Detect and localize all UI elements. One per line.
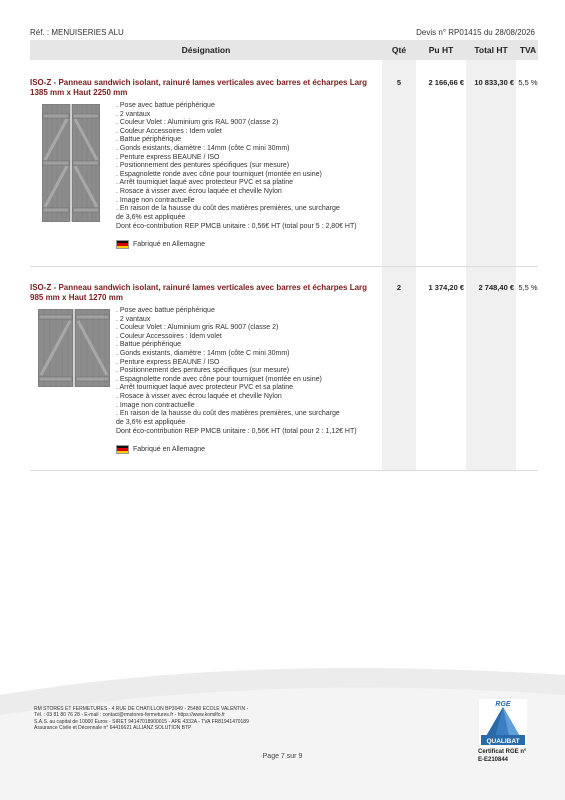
made-in-germany [116, 445, 205, 454]
detail-line: . Battue périphérique [116, 136, 181, 144]
detail-line: . Couleur Volet : Aluminium gris RAL 9007 (classe 2) [116, 119, 279, 127]
qualibat-logo [477, 699, 529, 747]
detail-line: . Image non contractuelle [116, 196, 195, 204]
detail-line: . Rosace à visser avec écrou laquée et cheville Nylon [116, 392, 282, 400]
item-total: 10 833,30 € [474, 78, 514, 87]
table-header [30, 40, 538, 60]
detail-line: . Pose avec battue périphérique [116, 102, 215, 109]
item-title: ISO-Z - Panneau sandwich isolant, rainuré lames verticales avec barres et écharpes Larg 985 mm x Haut 1270 mm [30, 283, 368, 302]
col-tva: TVA [519, 45, 537, 55]
logo-rge-text: RGE [495, 701, 511, 708]
detail-line: . Espagnolette ronde avec cône pour tourniquet (montée en usine) [116, 375, 322, 383]
detail-continuation: de 3,6% est appliquée [116, 419, 186, 426]
table-row [30, 78, 538, 258]
made-in-germany [116, 240, 205, 249]
shutter-image [38, 309, 110, 387]
detail-line: . Couleur Accessoires : Idem volet [116, 127, 222, 135]
detail-line: . Couleur Accessoires : Idem volet [116, 332, 222, 340]
row-divider [30, 470, 538, 471]
company-address: RM STORES ET FERMETURES - 4 RUE DE CHATILLON BP3049 - 25480 ECOLE VALENTIN - [34, 706, 249, 712]
detail-line: . Gonds existants, diamètre : 14mm (côte C mini 30mm) [116, 349, 290, 357]
item-unit-price: 2 166,66 € [428, 78, 464, 87]
item-qty: 5 [396, 78, 402, 87]
certificate-info [478, 749, 526, 764]
item-qty: 2 [396, 283, 402, 292]
detail-continuation: de 3,6% est appliquée [116, 214, 186, 221]
devis-number: Devis n° RP01415 du 28/08/2026 [416, 28, 535, 37]
detail-line: . Couleur Volet : Aluminium gris RAL 9007 (classe 2) [116, 324, 279, 332]
item-total: 2 748,40 € [478, 283, 514, 292]
item-title: ISO-Z - Panneau sandwich isolant, rainuré lames verticales avec barres et écharpes Larg 1385 mm x Haut 2250 mm [30, 78, 368, 97]
company-legal: S.A.S. au capital de 10000 Euros - SIRET 94147018900015 - APE 4332A - TVA FR81941470189 [34, 718, 249, 725]
col-designation: Désignation [181, 45, 231, 55]
detail-line: . Gonds existants, diamètre : 14mm (côte C mini 30mm) [116, 144, 290, 152]
item-tva: 5,5 % [518, 283, 538, 292]
detail-line: . Image non contractuelle [116, 401, 195, 409]
certificate-number: E-E210844 [478, 756, 509, 763]
detail-line: . Battue périphérique [116, 341, 181, 349]
company-insurance: Assurance Civile et Décennale n° 64416621 ALLIANZ SOLUTION BTP [34, 724, 192, 731]
detail-line: . Positionnement des pentures spécifiques (sur mesure) [116, 162, 290, 170]
item-tva: 5,5 % [518, 78, 538, 87]
detail-line: . En raison de la hausse du coût des matières premières, une surcharge [116, 205, 340, 213]
col-unit-price: Pu HT [428, 45, 454, 55]
detail-line: . Penture express BEAUNE / ISO [116, 153, 220, 161]
german-flag-icon [116, 445, 129, 454]
company-info [34, 706, 249, 731]
shutter-image [42, 104, 100, 222]
detail-line: . Positionnement des pentures spécifiques (sur mesure) [116, 367, 290, 375]
detail-line: . Arrêt tourniquet laqué avec protecteur PVC et sa platine [116, 384, 294, 392]
detail-line: . Penture express BEAUNE / ISO [116, 358, 220, 366]
german-flag-icon [116, 240, 129, 249]
detail-line: . Pose avec battue périphérique [116, 307, 215, 314]
page-number: Page 7 sur 9 [262, 753, 303, 760]
item-details [116, 307, 386, 419]
made-in-label: Fabriqué en Allemagne [133, 241, 205, 248]
detail-line: . Espagnolette ronde avec cône pour tourniquet (montée en usine) [116, 170, 322, 178]
detail-line: . 2 vantaux [116, 110, 151, 118]
reference: Réf. : MENUISERIES ALU [30, 28, 124, 37]
item-unit-price: 1 374,20 € [428, 283, 464, 292]
made-in-label: Fabriqué en Allemagne [133, 446, 205, 453]
row-divider [30, 266, 538, 267]
company-contact: Tél. : 03 81 80 76 28 - E-mail : contact@rmstores-fermetures.fr - https://www.komilfo.fr [34, 712, 225, 719]
eco-contribution: Dont éco-contribution REP PMCB unitaire : 0,56€ HT (total pour 2 : 1,12€ HT) [116, 428, 357, 435]
detail-line: . Arrêt tourniquet laqué avec protecteur PVC et sa platine [116, 179, 294, 187]
table-row [30, 283, 538, 463]
item-details [116, 102, 386, 214]
detail-line: . En raison de la hausse du coût des matières premières, une surcharge [116, 410, 340, 418]
certificate-label: Certificat RGE n° [478, 749, 527, 755]
detail-line: . Rosace à visser avec écrou laquée et cheville Nylon [116, 187, 282, 195]
col-total: Total HT [474, 45, 508, 55]
logo-qualibat-text: QUALIBAT [486, 738, 520, 745]
table-body [30, 60, 538, 470]
detail-line: . 2 vantaux [116, 315, 151, 323]
col-qty: Qté [391, 45, 407, 55]
eco-contribution: Dont éco-contribution REP PMCB unitaire : 0,56€ HT (total pour 5 : 2,80€ HT) [116, 223, 357, 230]
